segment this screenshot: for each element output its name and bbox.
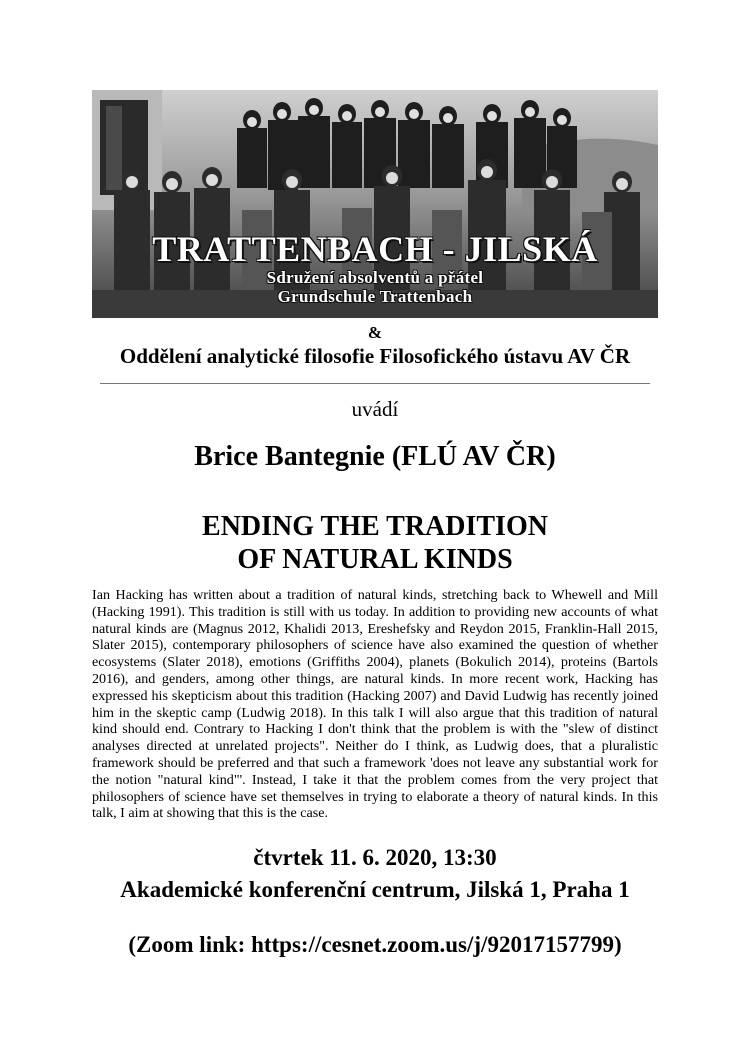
- talk-title-line1: ENDING THE TRADITION: [202, 511, 548, 542]
- ampersand: &: [367, 323, 383, 342]
- talk-abstract: Ian Hacking has written about a tradition of natural kinds, stretching back to Whewell and Mill (Hacking 1991). This tradition is still with us today. In addition to providing new accounts of what natural kinds are (Magnus 2012, Khalidi 2013, Ereshefsky and Reydon 2015, Franklin-Hall 2015, Slater 2015), contemporary philosophers of science have also examined the question of whether ecosystems (Slater 2018), emotions (Griffiths 2004), planets (Bokulich 2014), proteins (Bartols 2016), and genders, among other things, are natural kinds. In more recent work, Hacking has expressed his skepticism about this tradition (Hacking 2007) and David Ludwig has recently joined him in the skeptic camp (Ludwig 2018). In this talk I will also argue that this tradition of natural kind should end. Contrary to Hacking I don't think that the problem is with the "slew of distinct analyses directed at unrelated projects". Neither do I think, as Ludwig does, that a pluralistic framework should be preferred and that such a framework 'does not leave any substantial work for the notion "natural kind"'. Instead, I take it that the problem comes from the very project that philosophers of science have set themselves in trying to elaborate a theory of natural kinds. In this talk, I aim at showing that this is the case.: [92, 587, 658, 822]
- organization-name: Oddělení analytické filosofie Filosofického ústavu AV ČR: [119, 344, 631, 368]
- banner-title: TRATTENBACH - JILSKÁ: [152, 229, 598, 269]
- talk-title-line2: OF NATURAL KINDS: [237, 544, 513, 575]
- speaker-name: Brice Bantegnie (FLÚ AV ČR): [194, 441, 556, 472]
- banner-subtitle-line1: Sdružení absolventů a přátel: [266, 268, 484, 287]
- divider: [100, 383, 650, 384]
- event-datetime: čtvrtek 11. 6. 2020, 13:30: [253, 845, 497, 870]
- banner-photo: [92, 90, 658, 318]
- presents-label: uvádí: [351, 397, 399, 421]
- banner-subtitle-line2: Grundschule Trattenbach: [277, 287, 473, 306]
- zoom-link[interactable]: (Zoom link: https://cesnet.zoom.us/j/92017157799): [128, 932, 622, 957]
- event-venue: Akademické konferenční centrum, Jilská 1, Praha 1: [120, 877, 630, 902]
- talk-title: [0, 510, 750, 576]
